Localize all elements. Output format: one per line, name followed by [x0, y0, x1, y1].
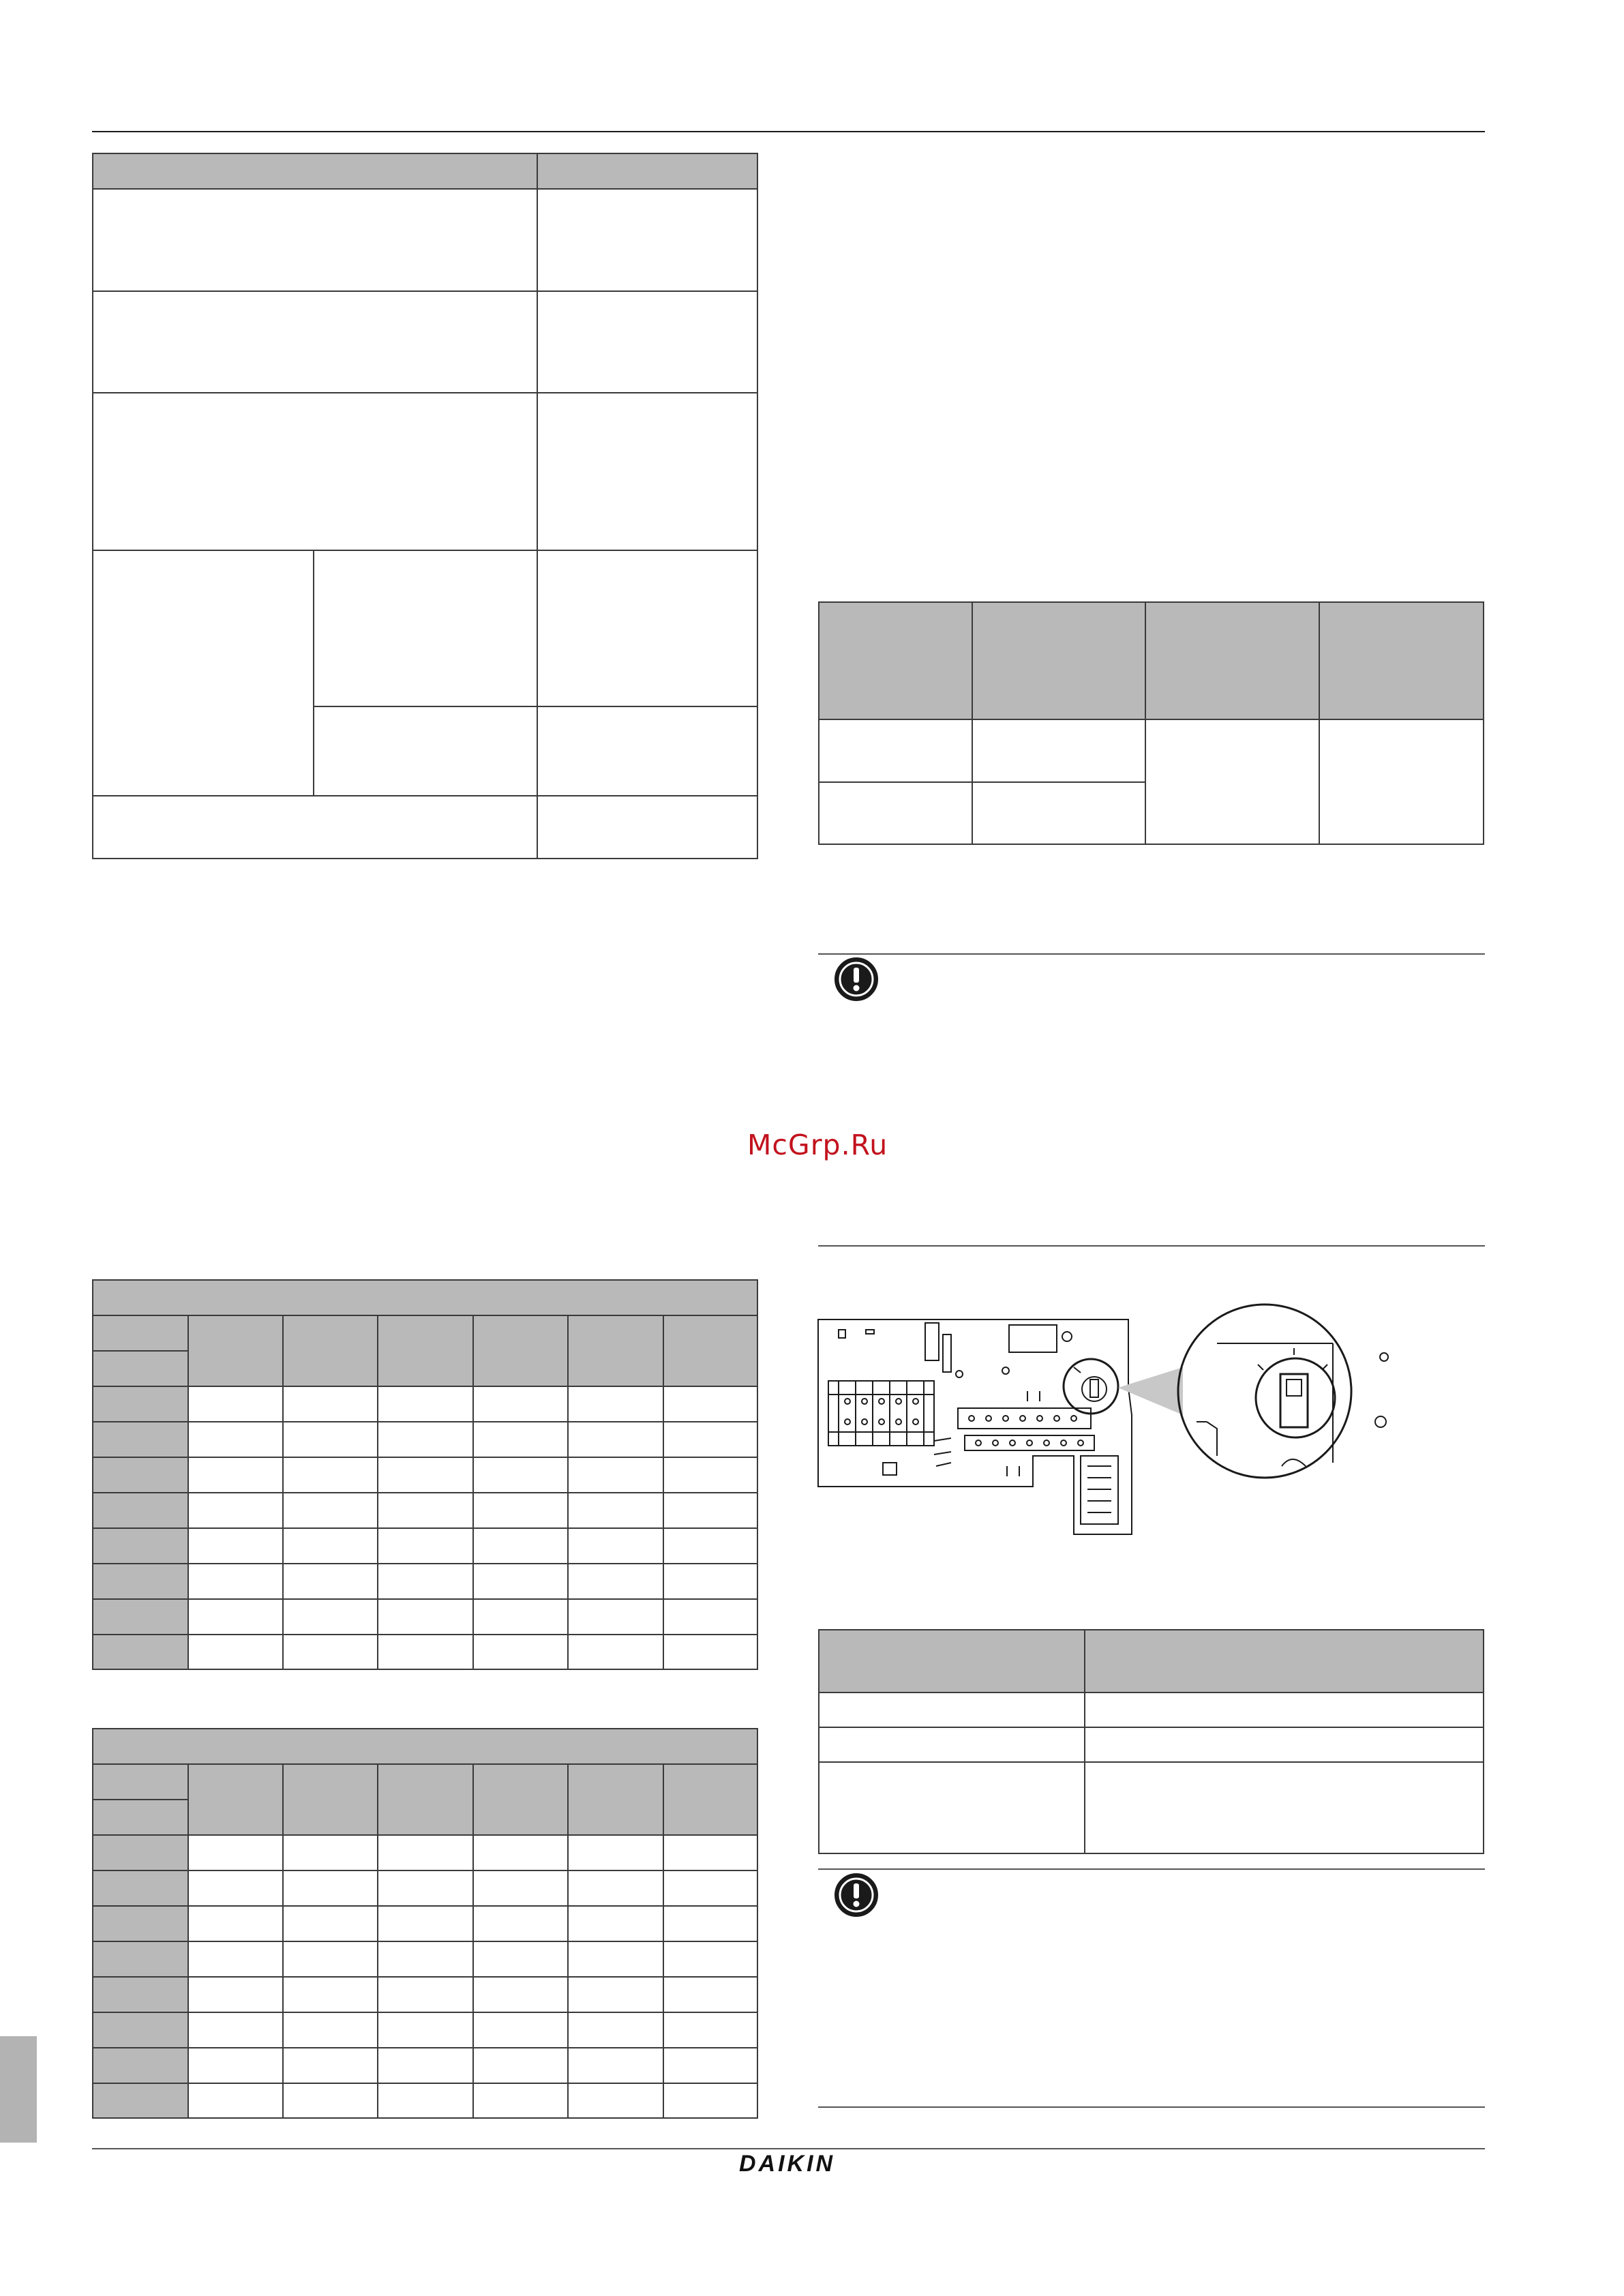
note2-top-rule: [818, 1868, 1485, 1870]
daikin-logo: DAIKIN: [739, 2151, 836, 2177]
exclamation-circle-icon: [834, 957, 878, 1001]
watermark[interactable]: McGrp.Ru: [747, 1129, 888, 1161]
figure-top-rule: [818, 1245, 1485, 1247]
spec-table-frame: [92, 153, 758, 859]
top-rule: [92, 131, 1485, 132]
side-chapter-tab: [0, 2036, 37, 2143]
exclamation-circle-icon: [834, 1873, 878, 1917]
note2-bottom-rule: [818, 2106, 1485, 2108]
pcb-board-figure: [815, 1299, 1408, 1555]
footer-rule: [92, 2148, 1485, 2149]
note1-top-rule: [818, 953, 1485, 955]
